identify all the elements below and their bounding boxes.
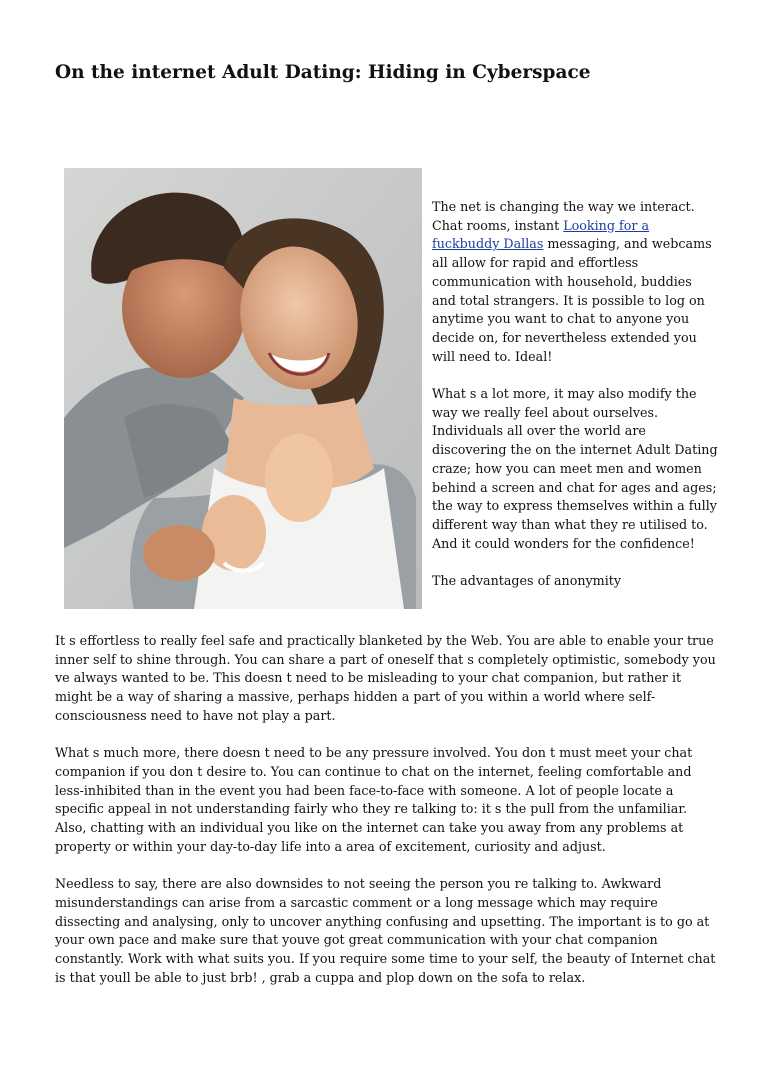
main-paragraph-2: What s much more, there doesn t need to be any pressure involved. You don t must meet your chat companion if you don t desire to. You can continue to chat on the internet, feeling comfortable and less-inhibited than in the event you had been face-to-face with someone. A lot of people locate a specific appeal in not understanding fairly who they re talking to: it s the pull from the unfamiliar. Also, chatting with an individual you like on the internet can take you away from any problems at property or within your day-to-day life into a area of excitement, curiosity and adjust. [55,745,693,854]
side-paragraph-intro [432,198,718,366]
side-column [432,198,718,609]
side-paragraph-intro-text-after: messaging, and webcams all allow for rapid and effortless communication with household, buddies and total strangers. It is possible to log on anytime you want to chat to anyone you decide on, for nevertheless extended you will need to. Ideal! [432,236,712,364]
main-paragraph-3: Needless to say, there are also downsides to not seeing the person you re talking to. Awkward misunderstandings can arise from a sarcastic comment or a long message which may require dissecting and analysing, only to uncover anything confusing and upsetting. The important is to go at your own pace and make sure that youve got great communication with your chat companion constantly. Work with what suits you. If you require some time to your self, the beauty of Internet chat is that youll be able to just brb! , grab a cuppa and plop down on the sofa to relax. [55,876,716,985]
side-paragraph-second: What s a lot more, it may also modify the way we really feel about ourselves. Individuals all over the world are discovering the on the internet Adult Dating craze; how you can meet men and women behind a screen and chat for ages and ages; the way to express themselves within a fully different way than what they re utilised to. And it could wonders for the confidence! [432,386,718,551]
side-paragraph-intro-text-before: The net is changing the way we interact. Chat rooms, instant [432,199,695,233]
page-title: On the internet Adult Dating: Hiding in Cyberspace [55,62,591,83]
couple-photo-illustration [64,168,422,609]
section-heading-anonymity: The advantages of anonymity [432,573,622,589]
couple-photo [64,168,422,609]
main-column [55,632,721,1006]
main-paragraph-1: It s effortless to really feel safe and practically blanketed by the Web. You are able to enable your true inner self to shine through. You can share a part of oneself that s completely optimistic, somebody you ve always wanted to be. This doesn t need to be misleading to your chat companion, but rather it might be a way of sharing a massive, perhaps hidden a part of you within a world where self-consciousness need to have not play a part. [55,633,716,723]
fuckbuddy-dallas-link[interactable]: Looking for a fuckbuddy Dallas [432,217,650,252]
